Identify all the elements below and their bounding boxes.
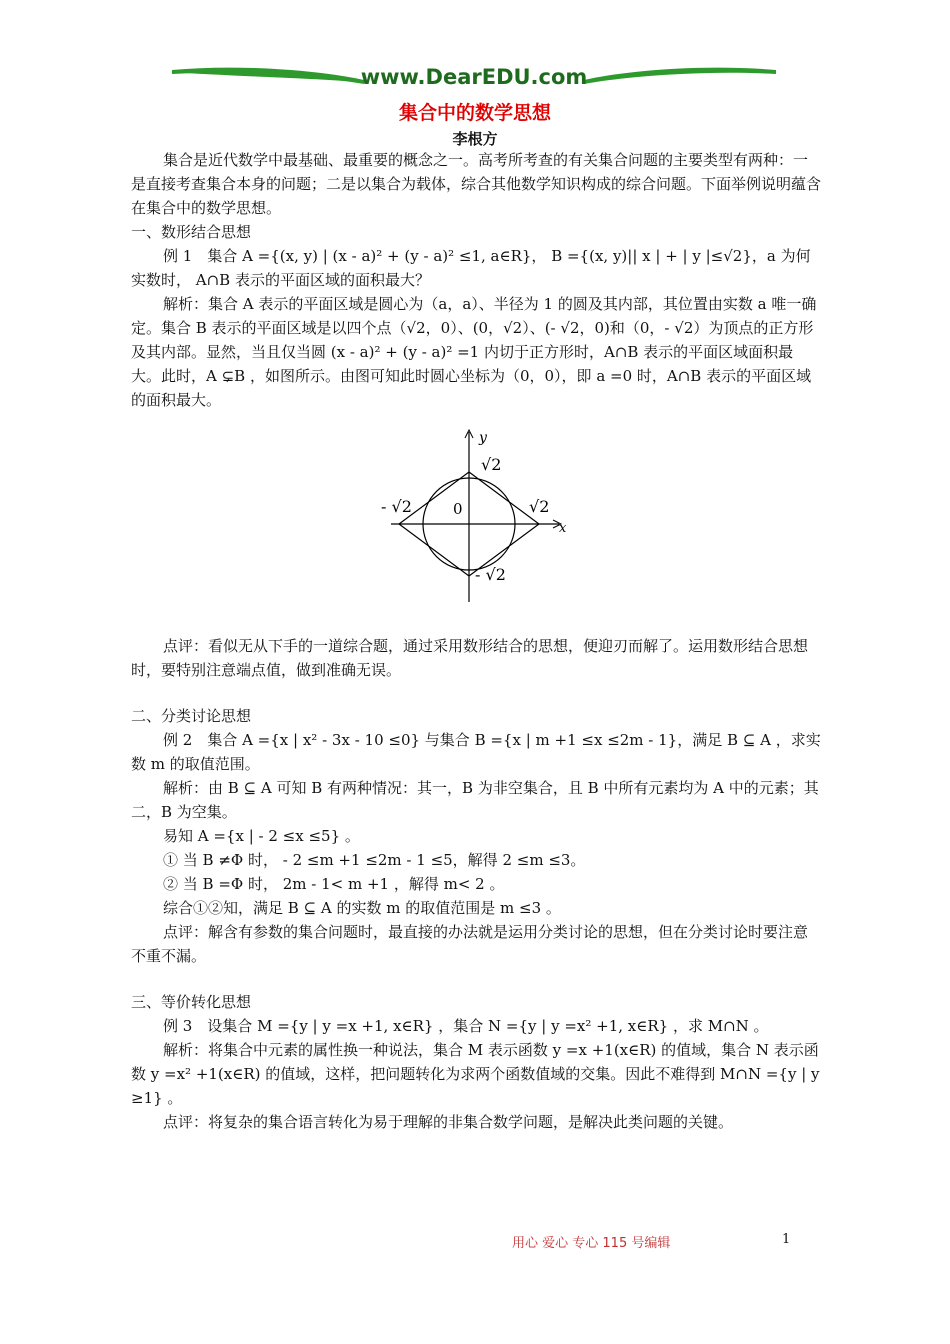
label-left: - √2	[381, 497, 412, 516]
label-top: √2	[481, 455, 502, 474]
step-3: ② 当 B =Φ 时， 2m - 1< m +1 ，解得 m< 2 。	[163, 875, 505, 893]
footer-text: 用心 爱心 专心 115 号编辑	[512, 1236, 671, 1251]
analysis-2: 解析：由 B ⊆ A 可知 B 有两种情况：其一，B 为非空集合，且 B 中所有元素均为 A 中的元素；其二，B 为空集。	[131, 779, 819, 821]
page-number: 1	[782, 1232, 791, 1247]
intro-paragraph: 集合是近代数学中最基础、最重要的概念之一。高考所考查的有关集合问题的主要类型有两种：一是直接考查集合本身的问题；二是以集合为载体，综合其他数学知识构成的综合问题。下面举例说明蕴含在集合中的数学思想。	[131, 151, 822, 217]
page-title: 集合中的数学思想	[398, 102, 551, 124]
label-bottom: - √2	[475, 565, 506, 584]
analysis-1: 解析：集合 A 表示的平面区域是圆心为（a，a）、半径为 1 的圆及其内部，其位置由实数 a 唯一确定。集合 B 表示的平面区域是以四个点（√2，0）、(0，√2）、(- √2，0)和（0，- √2）为顶点的正方形及其内部。显然，当且仅当圆 (x - a)² + (y - a)² =1 内切于正方形时，A∩B 表示的平面区域面积最大。此时，A ⊊B ，如图所示。由图可知此时圆心坐标为（0，0），即 a =0 时，A∩B 表示的平面区域的面积最大。	[131, 295, 817, 409]
section-heading-2: 二、分类讨论思想	[131, 707, 252, 725]
author-name: 李根方	[452, 130, 498, 148]
label-origin: 0	[453, 500, 463, 518]
example-2: 例 2 集合 A ={x | x² - 3x - 10 ≤0} 与集合 B ={x | m +1 ≤x ≤2m - 1}，满足 B ⊆ A ，求实数 m 的取值范围。	[131, 731, 821, 773]
comment-2: 点评：解含有参数的集合问题时，最直接的办法就是运用分类讨论的思想，但在分类讨论时要注意不重不漏。	[131, 923, 809, 965]
figure-circle-square	[131, 428, 821, 620]
site-banner-logo	[168, 62, 780, 92]
x-axis-label: x	[559, 521, 567, 536]
step-1: 易知 A ={x | - 2 ≤x ≤5} 。	[163, 827, 360, 845]
step-4: 综合①②知，满足 B ⊆ A 的实数 m 的取值范围是 m ≤3 。	[163, 899, 561, 917]
comment-3: 点评：将复杂的集合语言转化为易于理解的非集合数学问题，是解决此类问题的关键。	[163, 1113, 734, 1131]
article-body	[131, 148, 821, 1134]
section-heading-3: 三、等价转化思想	[131, 993, 252, 1011]
example-3: 例 3 设集合 M ={y | y =x +1, x∈R} ，集合 N ={y | y =x² +1, x∈R} ，求 M∩N 。	[163, 1017, 769, 1035]
example-1: 例 1 集合 A ={(x, y) | (x - a)² + (y - a)² ≤1, a∈R}， B ={(x, y)|| x | + | y |≤√2}，a 为何实数时， A∩B 表示的平面区域的面积最大？	[131, 247, 811, 289]
label-right: √2	[529, 497, 550, 516]
comment-1: 点评：看似无从下手的一道综合题，通过采用数形结合的思想，便迎刃而解了。运用数形结合思想时，要特别注意端点值，做到准确无误。	[131, 637, 809, 679]
diagram-svg	[381, 428, 571, 620]
analysis-3: 解析：将集合中元素的属性换一种说法，集合 M 表示函数 y =x +1(x∈R) 的值域，集合 N 表示函数 y =x² +1(x∈R) 的值域，这样，把问题转化为求两个函数值域的交集。因此不难得到 M∩N ={y | y ≥1} 。	[131, 1041, 820, 1107]
section-heading-1: 一、数形结合思想	[131, 223, 252, 241]
step-2: ① 当 B ≠Φ 时， - 2 ≤m +1 ≤2m - 1 ≤5，解得 2 ≤m ≤3。	[163, 851, 586, 869]
y-axis-label: y	[479, 430, 487, 446]
site-banner-text: www.DearEDU.com	[360, 65, 588, 89]
